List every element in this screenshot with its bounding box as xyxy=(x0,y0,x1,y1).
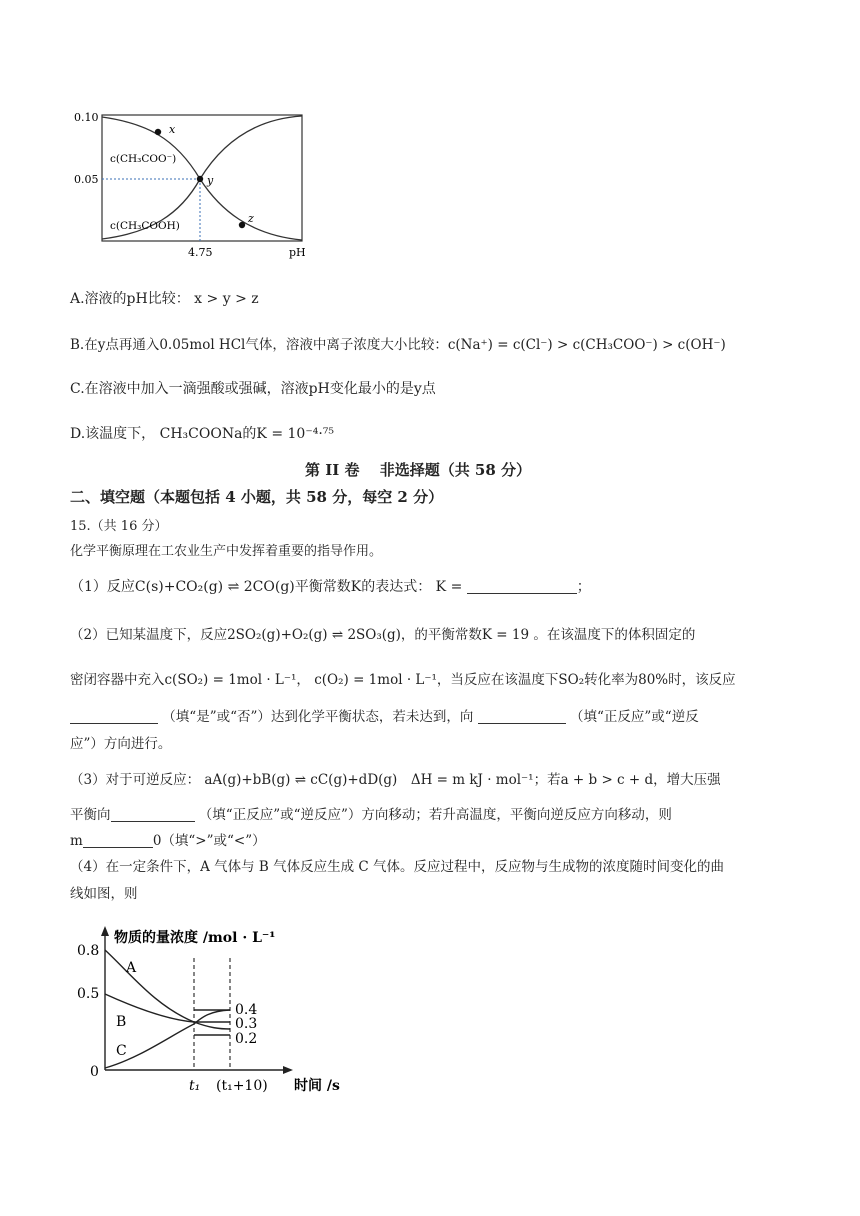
q15-part1: （1）反应C(s)+CO₂(g) ⇌ 2CO(g)平衡常数K的表达式： K = ； xyxy=(70,579,591,595)
q15-part3-line2a: 平衡向 xyxy=(70,807,111,823)
q15-part3-line1: （3）对于可逆反应： aA(g)+bB(g) ⇌ cC(g)+dD(g) ΔH = m kJ · mol⁻¹；若a + b > c + d，增大压强 xyxy=(70,772,721,788)
q15-part3-line2b: （填“正反应”或“逆反应”）方向移动；若升高温度，平衡向逆反应方向移动，则 xyxy=(198,807,672,823)
option-c: C.在溶液中加入一滴强酸或强碱，溶液pH变化最小的是y点 xyxy=(70,381,436,397)
answer-blank-direction[interactable] xyxy=(478,709,566,724)
x-tick-t1: t₁ xyxy=(189,1078,201,1094)
q15-part3-line2 xyxy=(70,803,672,823)
x-axis-label: pH xyxy=(289,246,306,259)
answer-blank-m[interactable] xyxy=(83,833,153,848)
q15-part2-line3b: （填“正反应”或“逆反 xyxy=(570,709,699,725)
acid-label: c(CH₃COOH) xyxy=(110,220,180,232)
y-tick-010: 0.10 xyxy=(74,111,99,124)
label-curve-b: B xyxy=(116,1014,127,1030)
q15-intro: 化学平衡原理在工农业生产中发挥着重要的指导作用。 xyxy=(70,544,383,559)
option-d: D.该温度下， CH₃COONa的K = 10⁻⁴·⁷⁵ xyxy=(70,426,335,442)
x-tick-475: 4.75 xyxy=(188,246,213,259)
y-tick-05: 0.5 xyxy=(77,986,100,1002)
q15-part3-line3a: m xyxy=(70,833,83,849)
answer-blank-k[interactable] xyxy=(467,579,577,594)
y-axis-arrow xyxy=(101,926,109,936)
label-level-03: 0.3 xyxy=(235,1016,258,1032)
answer-blank-shift[interactable] xyxy=(111,807,195,822)
point-y-label: y xyxy=(207,174,214,187)
point-x xyxy=(155,129,161,135)
acetate-label: c(CH₃COO⁻) xyxy=(110,153,177,165)
x-tick-t1-plus-10: (t₁+10) xyxy=(216,1078,268,1094)
x-axis-title: 时间 /s xyxy=(294,1078,340,1094)
concentration-time-chart xyxy=(70,918,370,1098)
answer-blank-equilibrium[interactable] xyxy=(70,709,158,724)
point-z-label: z xyxy=(248,212,254,225)
label-curve-c: C xyxy=(116,1043,127,1059)
point-z xyxy=(239,222,245,228)
distribution-chart xyxy=(70,105,320,265)
q15-part2-line4: 应”）方向进行。 xyxy=(70,736,172,752)
q15-part4-line1: （4）在一定条件下，A 气体与 B 气体反应生成 C 气体。反应过程中，反应物与生成物的浓度随时间变化的曲 xyxy=(70,859,725,875)
y-axis-title: 物质的量浓度 /mol · L⁻¹ xyxy=(114,930,276,946)
q15-part2-line3 xyxy=(70,705,699,725)
y-tick-0: 0 xyxy=(90,1064,99,1080)
section-title: 第 II 卷 非选择题（共 58 分） xyxy=(305,461,532,479)
label-level-04: 0.4 xyxy=(235,1002,258,1018)
point-y xyxy=(197,176,203,182)
y-tick-08: 0.8 xyxy=(77,943,100,959)
point-x-label: x xyxy=(169,123,176,136)
y-tick-005: 0.05 xyxy=(74,173,99,186)
q15-part3-line3b: 0（填“>”或“<”） xyxy=(152,833,266,849)
q15-part2-line2: 密闭容器中充入c(SO₂) = 1mol · L⁻¹， c(O₂) = 1mol · L⁻¹，当反应在该温度下SO₂转化率为80%时，该反应 xyxy=(70,672,736,688)
q15-header: 15.（共 16 分） xyxy=(70,519,168,534)
q15-part1-text: （1）反应C(s)+CO₂(g) ⇌ 2CO(g)平衡常数K的表达式： K = xyxy=(70,579,463,595)
option-a: A.溶液的pH比较： x > y > z xyxy=(70,291,259,307)
q15-part3-line3 xyxy=(70,829,266,849)
q15-part4-line2: 线如图，则 xyxy=(70,886,138,902)
label-level-02: 0.2 xyxy=(235,1031,258,1047)
x-axis-arrow xyxy=(283,1066,293,1074)
q15-part2-line3a: （填“是”或“否”）达到化学平衡状态，若未达到，向 xyxy=(162,709,474,725)
option-b: B.在y点再通入0.05mol HCl气体，溶液中离子浓度大小比较：c(Na⁺) = c(Cl⁻) > c(CH₃COO⁻) > c(OH⁻) xyxy=(70,337,726,353)
q15-part2-line1: （2）已知某温度下，反应2SO₂(g)+O₂(g) ⇌ 2SO₃(g)，的平衡常数K = 19 。在该温度下的体积固定的 xyxy=(70,627,696,643)
part-title: 二、填空题（本题包括 4 小题，共 58 分，每空 2 分） xyxy=(70,488,444,506)
label-curve-a: A xyxy=(126,960,137,976)
